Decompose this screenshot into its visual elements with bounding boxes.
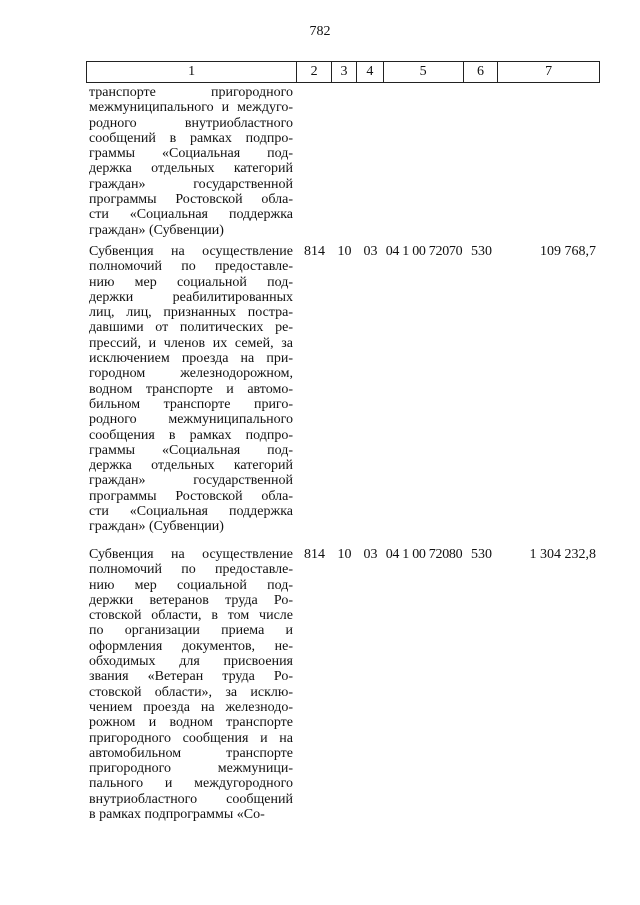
description-line: держка отдельных категорий — [89, 161, 293, 177]
description-line: сти «Социальная поддержка — [89, 207, 293, 223]
description-line: нию мер социальной под- — [89, 274, 293, 290]
cell-section: 10 — [337, 547, 352, 562]
header-col-3: 3 — [332, 62, 357, 82]
cell-admin-code: 814 — [304, 547, 325, 562]
cell-admin-code: 814 — [304, 244, 325, 259]
description-line: Субвенция на осуществление — [89, 244, 293, 259]
description-line: по организации приема и — [89, 623, 293, 639]
description-line: транспорте пригородного — [89, 85, 293, 100]
cell-target-article: 04 1 00 72070 — [385, 244, 463, 259]
cell-subsection: 03 — [363, 244, 378, 259]
header-col-5: 5 — [384, 62, 464, 82]
header-col-6: 6 — [464, 62, 499, 82]
header-col-4: 4 — [357, 62, 384, 82]
description-line: пригородного сообщения и на — [89, 730, 293, 746]
description-line: исключением проезда на при- — [89, 351, 293, 367]
description-line: стовской области, в том числе — [89, 608, 293, 624]
header-col-1: 1 — [87, 62, 297, 82]
description-line: пального и междугородного — [89, 776, 293, 792]
page-number: 782 — [309, 24, 331, 39]
description-line: лиц, лиц, признанных постра- — [89, 305, 293, 321]
table-row — [86, 547, 600, 847]
description-line: внутриобластного сообщений — [89, 791, 293, 807]
description-line: программы Ростовской обла- — [89, 192, 293, 208]
description-line: давшими от политических ре- — [89, 320, 293, 336]
description-line: водном транспорте и автомо- — [89, 381, 293, 397]
description-line: полномочий по предоставле- — [89, 259, 293, 275]
description-line: Субвенция на осуществление — [89, 547, 293, 562]
description-line: держки ветеранов труда Ро- — [89, 592, 293, 608]
description-line: автомобильном транспорте — [89, 745, 293, 761]
description-line: родного межмуниципального — [89, 412, 293, 428]
description-line: пригородного межмуници- — [89, 761, 293, 777]
description-line: стовской области», за исклю- — [89, 684, 293, 700]
description-line: держки реабилитированных — [89, 289, 293, 305]
description-line: нию мер социальной под- — [89, 577, 293, 593]
description-line: граммы «Социальная под- — [89, 146, 293, 162]
description-line: граждан» (Субвенции) — [89, 222, 224, 238]
cell-expense-type: 530 — [471, 244, 492, 259]
row-description — [89, 85, 293, 238]
table-row — [86, 83, 600, 242]
description-line: межмуниципального и междуго- — [89, 100, 293, 116]
description-line: родного внутриобластного — [89, 115, 293, 131]
description-line: чением проезда на железнодо- — [89, 699, 293, 715]
description-line: в рамках подпрограммы «Со- — [89, 807, 265, 823]
description-line: прессий, и членов их семей, за — [89, 335, 293, 351]
description-line: городном железнодорожном, — [89, 366, 293, 382]
description-line: граммы «Социальная под- — [89, 442, 293, 458]
description-line: держка отдельных категорий — [89, 458, 293, 474]
description-line: граждан» (Субвенции) — [89, 519, 224, 535]
header-col-2: 2 — [297, 62, 332, 82]
description-line: программы Ростовской обла- — [89, 488, 293, 504]
cell-expense-type: 530 — [471, 547, 492, 562]
cell-sum: 109 768,7 — [540, 244, 596, 259]
description-line: рожном и водном транспорте — [89, 715, 293, 731]
cell-section: 10 — [337, 244, 352, 259]
description-line: звания «Ветеран труда Ро- — [89, 669, 293, 685]
row-description — [89, 547, 293, 822]
description-line: сообщения в рамках подпро- — [89, 427, 293, 443]
description-line: обходимых для присвоения — [89, 654, 293, 670]
description-line: сти «Социальная поддержка — [89, 504, 293, 520]
table-body — [86, 83, 600, 847]
description-line: граждан» государственной — [89, 473, 293, 489]
description-line: бильном транспорте приго- — [89, 396, 293, 412]
description-line: сообщений в рамках подпро- — [89, 130, 293, 146]
table-row — [86, 242, 600, 547]
cell-sum: 1 304 232,8 — [529, 547, 596, 562]
header-col-7: 7 — [545, 64, 553, 79]
cell-target-article: 04 1 00 72080 — [385, 547, 463, 562]
table-header — [86, 61, 600, 83]
description-line: оформления документов, не- — [89, 638, 293, 654]
description-line: граждан» государственной — [89, 176, 293, 192]
cell-subsection: 03 — [363, 547, 378, 562]
description-line: полномочий по предоставле- — [89, 562, 293, 578]
row-description — [89, 244, 293, 535]
